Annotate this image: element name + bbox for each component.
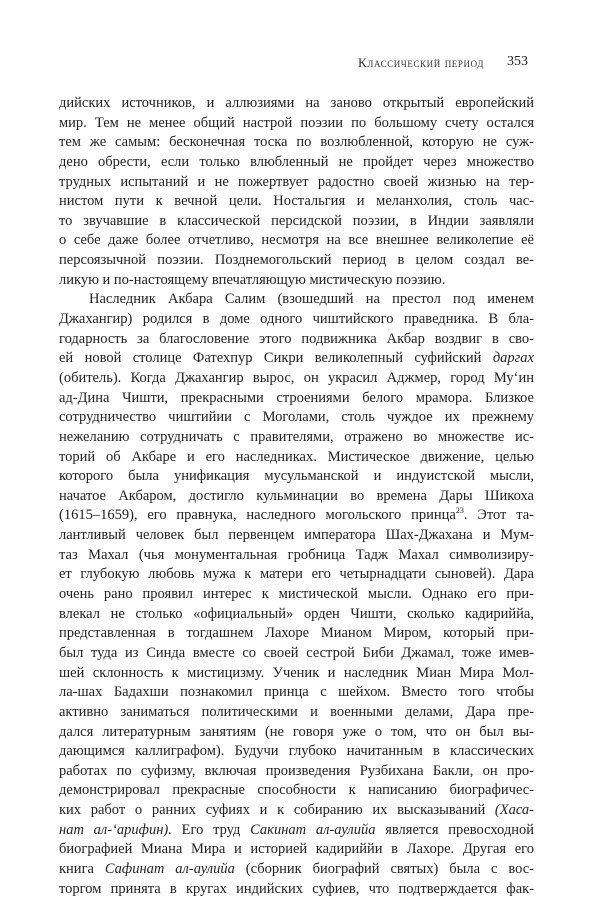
text-line <box>59 821 534 841</box>
text-segment: Его труд <box>171 821 251 838</box>
italic-title: Сакинат ал-аулийа <box>250 821 376 838</box>
text-segment: (сборник биографий святых) была с вос- <box>234 860 534 877</box>
italic-title: Сафинат ал-аулийа <box>104 860 235 877</box>
footnote-reference[interactable]: 23 <box>455 506 464 516</box>
text-line: сотрудничество чиштийии с Моголами, столь чуждое их прежнему <box>59 409 534 426</box>
text-line: был туда из Синда вместе со своей сестрой Биби Джамал, тоже имев- <box>59 644 534 661</box>
text-line: ет глубокую любовь мужа к матери его четырнадцати сыновей). Дара <box>59 566 534 583</box>
text-line: ликую и по-настоящему впечатляющую мистическую поэзию. <box>59 271 446 288</box>
text-segment: книга <box>59 860 94 877</box>
text-line: тем же самым: бесконечная тоска по возлюбленной, которую не суж- <box>59 134 534 151</box>
text-line: то звучавшие в классической персидской поэзии, в Индии заявляли <box>59 212 534 229</box>
page-number: 353 <box>507 54 528 69</box>
text-line: лантливый человек был первенцем императора Шах-Джахана и Мум- <box>59 527 534 544</box>
text-line <box>59 860 534 880</box>
text-line: о себе даже более отчетливо, несмотря на все внешнее великолепие её <box>59 232 534 249</box>
italic-title: (Хаса- <box>494 802 534 819</box>
text-line: мир. Тем не менее общий настрой поэзии по большому счету остался <box>59 114 534 131</box>
text-line <box>59 349 534 369</box>
text-line: дено обрести, если только влюбленный не пройдет через множество <box>59 153 534 170</box>
text-line: нистом пути к вечной цели. Ностальгия и меланхолия, столь час- <box>59 193 534 210</box>
text-line: годарность за благословение этого подвижника Акбар воздвиг в сво- <box>59 330 534 347</box>
text-line: дийских источников, и аллюзиями на заново открытый европейский <box>59 95 534 111</box>
text-line: ад-Дина Чишти, прекрасными строениями белого мрамора. Близкое <box>59 389 534 406</box>
text-line: активно заниматься политическими и военными делами, Дара пре- <box>59 703 534 720</box>
text-line: торий об Акбаре и его наследниках. Мистическое движение, целью <box>59 448 534 465</box>
running-head <box>0 55 600 75</box>
text-line: (обитель). Когда Джахангир вырос, он украсил Аджмер, город Му‘ин <box>59 369 534 386</box>
text-segment: является превосходной <box>375 821 534 838</box>
text-segment: (1615–1659), его правнука, наследного могольского принца <box>59 507 456 524</box>
text-line: трудных испытаний и не пожертвует радостно своей жизнью на тер- <box>59 173 534 190</box>
body-text <box>59 94 534 899</box>
text-line: демонстрировал прекрасные способности к написанию биографичес- <box>59 782 534 799</box>
text-line: дающимся каллиграфом). Будучи глубоко начитанным в классических <box>59 743 534 760</box>
italic-title: нат ал-‘арифин). <box>59 821 172 838</box>
text-line <box>59 801 534 821</box>
text-line: шей склонность к мистицизму. Ученик и наследник Миан Мира Мол- <box>59 664 534 681</box>
text-line <box>59 506 534 526</box>
text-line: персоязычной поэзии. Позднемогольский период в целом создал ве- <box>59 252 534 269</box>
text-line: дался литературным занятиям (не говоря уже о том, что он был вы- <box>59 723 534 740</box>
text-line: торгом принята в кругах индийских суфиев, что подтверждается фак- <box>59 880 534 897</box>
text-line: работах по суфизму, включая произведения Рузбихана Бакли, он про- <box>59 762 534 779</box>
text-segment: ких работ о ранних суфиях и к собиранию их высказываний <box>59 802 486 819</box>
text-line: начатое Акбаром, достигло кульминации во времена Дары Шикоха <box>59 487 534 504</box>
text-line: ла-шах Бадахши познакомил принца с шейхом. Вместо того чтобы <box>59 684 534 701</box>
text-line: таз Махал (чья монументальная гробница Тадж Махал символизиру- <box>59 546 534 563</box>
text-line: очень рано проявил интерес к мистической мысли. Однако его при- <box>59 586 534 603</box>
text-segment: ей новой столице Фатехпур Сикри великолепный суфийский <box>59 350 482 367</box>
text-line: биографией Миана Мира и историей кадириййи в Лахоре. Другая его <box>59 841 534 858</box>
text-line: влекал не столько «официальный» орден Чишти, сколько кадириййа, <box>59 605 534 622</box>
section-title: Классический период <box>357 55 484 70</box>
text-line: Джахангир) родился в доме одного чиштийского праведника. В бла- <box>59 311 534 328</box>
text-segment: . Этот та- <box>463 507 534 524</box>
text-line: которого была унификация мусульманской и индуистской мысли, <box>59 468 534 485</box>
italic-term: даргах <box>492 350 534 367</box>
paragraph-first-line: Наследник Акбара Салим (взошедший на престол под именем <box>89 291 534 308</box>
text-line: представленная в тогдашнем Лахоре Мианом Миром, который при- <box>59 625 534 642</box>
text-line: нежеланию сотрудничать с правителями, отражено во множестве ис- <box>59 428 534 445</box>
